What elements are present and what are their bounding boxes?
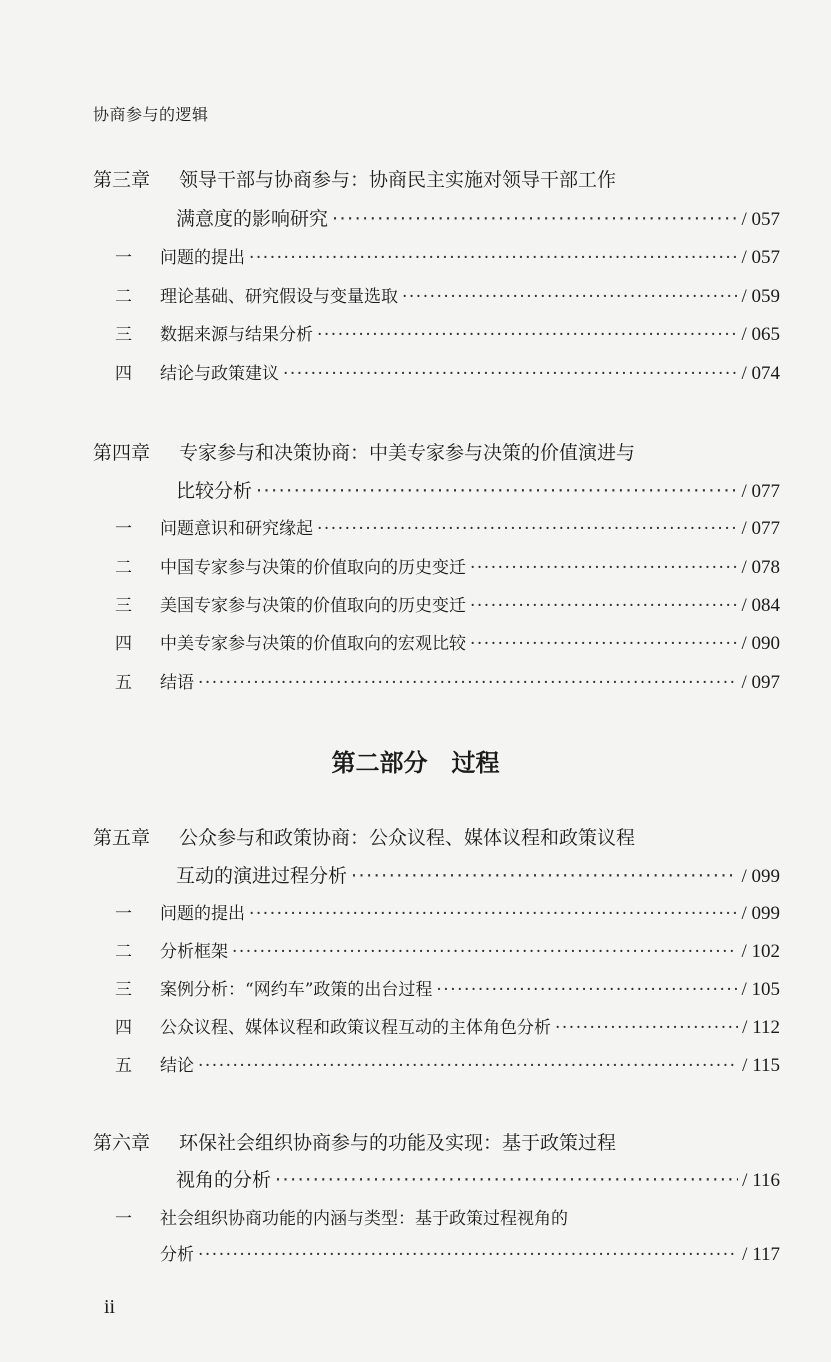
toc-entry	[115, 668, 780, 694]
section-index: 四	[115, 364, 132, 384]
section-title: 公众议程、媒体议程和政策议程互动的主体角色分析	[160, 1018, 551, 1038]
toc-entry-line2	[160, 1240, 780, 1266]
section-index: 三	[115, 980, 132, 1000]
chapter-5-heading	[93, 823, 635, 850]
toc-entry	[115, 1051, 780, 1077]
page-number: / 099	[741, 866, 780, 887]
chapter-5-title-cont	[176, 861, 780, 887]
page-number: / 112	[742, 1017, 780, 1038]
section-title: 社会组织协商功能的内涵与类型：基于政策过程视角的	[160, 1209, 568, 1229]
dot-leader	[555, 1018, 738, 1038]
section-title: 问题的提出	[160, 904, 245, 924]
section-index: 三	[115, 596, 132, 616]
page-number: / 078	[741, 557, 780, 578]
page-number: / 077	[741, 481, 780, 502]
section-index: 一	[115, 1209, 132, 1229]
section-title: 数据来源与结果分析	[160, 325, 313, 345]
part-title: 第二部分 过程	[331, 748, 500, 777]
page-number: / 065	[741, 324, 780, 345]
section-title: 问题的提出	[160, 248, 245, 268]
dot-leader	[402, 287, 737, 307]
section-title: 案例分析：“网约车”政策的出台过程	[160, 980, 433, 1000]
toc-entry	[115, 359, 780, 385]
section-title: 结论与政策建议	[160, 364, 279, 384]
section-index: 四	[115, 634, 132, 654]
section-title-cont: 分析	[160, 1245, 194, 1265]
toc-entry	[115, 514, 780, 540]
section-index: 四	[115, 1018, 132, 1038]
section-title: 美国专家参与决策的价值取向的历史变迁	[160, 596, 466, 616]
dot-leader	[249, 904, 737, 924]
toc-entry	[115, 975, 780, 1001]
toc-entry	[115, 553, 780, 579]
chapter-number: 第五章	[93, 827, 151, 849]
chapter-title-cont: 比较分析	[176, 480, 253, 502]
section-title: 问题意识和研究缘起	[160, 519, 313, 539]
section-title: 中国专家参与决策的价值取向的历史变迁	[160, 558, 466, 578]
toc-entry	[115, 591, 780, 617]
dot-leader	[198, 1245, 738, 1265]
toc-entry	[115, 899, 780, 925]
chapter-3-title-cont	[176, 204, 780, 230]
dot-leader	[470, 558, 737, 578]
chapter-title: 公众参与和政策协商：公众议程、媒体议程和政策议程	[179, 827, 636, 849]
section-index: 一	[115, 904, 132, 924]
page-number: / 105	[741, 979, 780, 1000]
section-index: 二	[115, 287, 132, 307]
section-index: 二	[115, 942, 132, 962]
section-index: 五	[115, 1056, 132, 1076]
dot-leader	[275, 1169, 738, 1191]
section-index: 一	[115, 519, 132, 539]
dot-leader	[332, 208, 737, 230]
page-number: / 057	[741, 209, 780, 230]
chapter-6-title-cont	[176, 1165, 780, 1191]
dot-leader	[256, 480, 737, 502]
page-number: / 090	[741, 633, 780, 654]
page-number: / 057	[741, 247, 780, 268]
section-index: 二	[115, 558, 132, 578]
section-title: 结语	[160, 673, 194, 693]
page-number: / 077	[741, 518, 780, 539]
dot-leader	[232, 942, 737, 962]
section-index: 三	[115, 325, 132, 345]
running-header: 协商参与的逻辑	[93, 105, 209, 124]
dot-leader	[470, 634, 737, 654]
dot-leader	[249, 248, 737, 268]
page-number: / 097	[741, 672, 780, 693]
chapter-3-heading	[93, 165, 616, 192]
toc-entry	[115, 1013, 780, 1039]
chapter-title: 领导干部与协商参与：协商民主实施对领导干部工作	[179, 169, 617, 191]
toc-entry	[115, 629, 780, 655]
page-folio: ii	[104, 1296, 116, 1318]
chapter-title-cont: 互动的演进过程分析	[176, 865, 348, 887]
toc-entry	[115, 243, 780, 269]
toc-entry	[115, 282, 780, 308]
page-number: / 116	[742, 1170, 780, 1191]
dot-leader	[436, 980, 737, 1000]
dot-leader	[470, 596, 737, 616]
section-title: 分析框架	[160, 942, 228, 962]
toc-entry	[115, 320, 780, 346]
section-index: 五	[115, 673, 132, 693]
page-number: / 117	[742, 1244, 780, 1265]
page-number: / 099	[741, 903, 780, 924]
dot-leader	[351, 865, 737, 887]
page-number: / 102	[741, 941, 780, 962]
section-index: 一	[115, 248, 132, 268]
chapter-4-title-cont	[176, 476, 780, 502]
page-number: / 084	[741, 595, 780, 616]
dot-leader	[283, 364, 737, 384]
chapter-4-heading	[93, 438, 635, 465]
dot-leader	[317, 325, 737, 345]
dot-leader	[198, 673, 737, 693]
section-title: 中美专家参与决策的价值取向的宏观比较	[160, 634, 466, 654]
chapter-title: 专家参与和决策协商：中美专家参与决策的价值演进与	[179, 442, 636, 464]
page-number: / 059	[741, 286, 780, 307]
section-title: 理论基础、研究假设与变量选取	[160, 287, 398, 307]
chapter-number: 第六章	[93, 1132, 151, 1154]
toc-entry-line1	[115, 1204, 780, 1230]
chapter-title-cont: 满意度的影响研究	[176, 208, 329, 230]
chapter-title: 环保社会组织协商参与的功能及实现：基于政策过程	[179, 1132, 617, 1154]
page-number: / 115	[742, 1055, 780, 1076]
section-title: 结论	[160, 1056, 194, 1076]
chapter-title-cont: 视角的分析	[176, 1169, 272, 1191]
toc-entry	[115, 937, 780, 963]
dot-leader	[317, 519, 737, 539]
chapter-number: 第三章	[93, 169, 151, 191]
chapter-6-heading	[93, 1128, 616, 1155]
page-number: / 074	[741, 363, 780, 384]
dot-leader	[198, 1056, 738, 1076]
chapter-number: 第四章	[93, 442, 151, 464]
